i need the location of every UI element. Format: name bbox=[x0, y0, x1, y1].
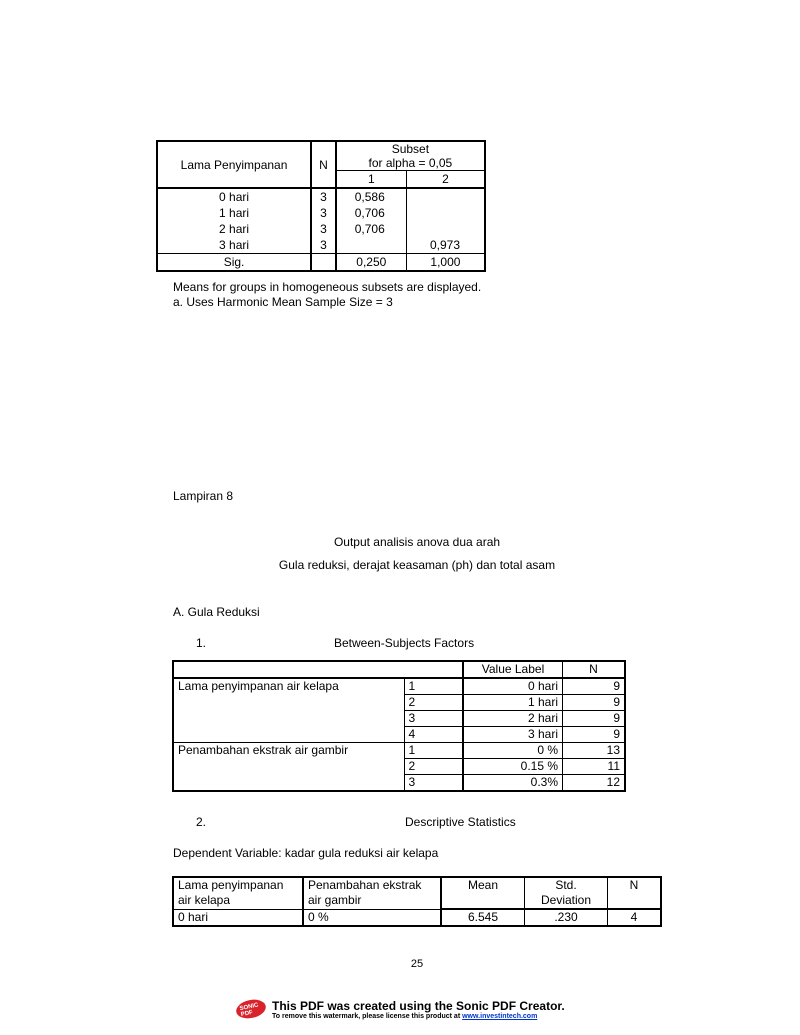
factor-name bbox=[173, 759, 404, 775]
header-col1: 1 bbox=[336, 171, 407, 189]
value-label: 1 hari bbox=[463, 695, 563, 711]
table-row bbox=[173, 909, 661, 926]
factor-name bbox=[173, 695, 404, 711]
logo-text: SONIC PDF bbox=[239, 1002, 260, 1019]
value-label: 3 hari bbox=[463, 727, 563, 743]
sig-n-empty bbox=[311, 254, 336, 272]
cell-penambahan: 0 % bbox=[303, 909, 441, 926]
cell-std: .230 bbox=[525, 909, 608, 926]
watermark-main: This PDF was created using the Sonic PDF Creator. bbox=[272, 999, 565, 1013]
value-label: 0.15 % bbox=[463, 759, 563, 775]
header-lama: Lama penyimpanan bbox=[173, 877, 303, 893]
header-factor: Lama Penyimpanan bbox=[157, 141, 311, 188]
value-label: 2 hari bbox=[463, 711, 563, 727]
header-penambahan-line2: air gambir bbox=[303, 893, 441, 909]
sig-subset2: 1,000 bbox=[406, 254, 485, 272]
row-n: 3 bbox=[311, 205, 336, 221]
value-label: 0 % bbox=[463, 743, 563, 759]
subset-note-1: Means for groups in homogeneous subsets are displayed. bbox=[173, 280, 482, 294]
cell-mean: 6.545 bbox=[441, 909, 525, 926]
factor-name: Penambahan ekstrak air gambir bbox=[173, 743, 404, 759]
header-mean-blank bbox=[441, 893, 525, 909]
table-row bbox=[173, 695, 625, 711]
header-n: N bbox=[311, 141, 336, 188]
factor-level: 4 bbox=[404, 727, 463, 743]
factor-level: 3 bbox=[404, 775, 463, 792]
factor-level: 1 bbox=[404, 678, 463, 695]
factor-name: Lama penyimpanan air kelapa bbox=[173, 678, 404, 695]
row-subset1: 0,586 bbox=[336, 188, 407, 205]
homogeneous-subsets-table bbox=[156, 140, 486, 272]
header-penambahan: Penambahan ekstrak bbox=[303, 877, 441, 893]
row-subset2 bbox=[406, 205, 485, 221]
factor-n: 12 bbox=[606, 775, 620, 789]
section-a-heading: A. Gula Reduksi bbox=[173, 605, 260, 619]
table-row bbox=[157, 237, 485, 254]
factor-name bbox=[173, 775, 404, 792]
cell-n: 4 bbox=[630, 910, 638, 924]
page-number: 25 bbox=[410, 958, 424, 970]
factor-n: 9 bbox=[563, 727, 626, 743]
factor-level: 1 bbox=[404, 743, 463, 759]
sonic-pdf-logo bbox=[234, 997, 267, 1021]
row-n: 3 bbox=[311, 237, 336, 254]
cell-lama: 0 hari bbox=[173, 909, 303, 926]
header-subset-line1: Subset bbox=[391, 142, 430, 156]
factor-n: 9 bbox=[563, 695, 626, 711]
table-row bbox=[173, 727, 625, 743]
table-row bbox=[157, 205, 485, 221]
row-subset2 bbox=[406, 188, 485, 205]
sig-label: Sig. bbox=[157, 254, 311, 272]
table-row bbox=[173, 743, 625, 759]
header-std: Std. bbox=[525, 877, 608, 893]
factor-n: 9 bbox=[563, 678, 626, 695]
header-blank-2 bbox=[404, 661, 463, 678]
item1-number: 1. bbox=[196, 636, 207, 650]
descriptive-statistics-table bbox=[172, 876, 662, 927]
factor-level: 2 bbox=[404, 759, 463, 775]
table-row bbox=[173, 759, 625, 775]
row-label: 2 hari bbox=[157, 221, 311, 237]
header-n: N bbox=[629, 878, 639, 892]
row-subset2 bbox=[406, 221, 485, 237]
table-row bbox=[173, 711, 625, 727]
sig-row bbox=[157, 254, 485, 272]
table-row bbox=[157, 188, 485, 205]
row-n: 3 bbox=[311, 221, 336, 237]
sig-subset1: 0,250 bbox=[336, 254, 407, 272]
dependent-variable-label: Dependent Variable: kadar gula reduksi air kelapa bbox=[173, 846, 439, 860]
watermark-sub-text: To remove this watermark, please license this product at bbox=[272, 1013, 461, 1020]
output-subtitle: Gula reduksi, derajat keasaman (ph) dan total asam bbox=[278, 558, 556, 572]
row-label: 0 hari bbox=[157, 188, 311, 205]
row-subset1: 0,706 bbox=[336, 221, 407, 237]
subset-note-2: a. Uses Harmonic Mean Sample Size = 3 bbox=[173, 295, 393, 309]
header-blank-1 bbox=[173, 661, 404, 678]
between-subjects-factors-table bbox=[172, 660, 626, 792]
table-row bbox=[173, 678, 625, 695]
lampiran-heading: Lampiran 8 bbox=[173, 489, 234, 503]
header-subset bbox=[336, 141, 485, 171]
factor-level: 3 bbox=[404, 711, 463, 727]
item1-title: Between-Subjects Factors bbox=[334, 636, 475, 650]
row-subset1 bbox=[336, 237, 407, 254]
factor-n: 11 bbox=[563, 759, 626, 775]
header-subset-line2: for alpha = 0,05 bbox=[368, 156, 453, 170]
factor-name bbox=[173, 727, 404, 743]
table-row bbox=[173, 775, 625, 792]
factor-name bbox=[173, 711, 404, 727]
table-row bbox=[157, 221, 485, 237]
header-std-line2: Deviation bbox=[525, 893, 608, 909]
row-subset2: 0,973 bbox=[429, 238, 460, 252]
row-subset1: 0,706 bbox=[336, 205, 407, 221]
header-value-label: Value Label bbox=[463, 661, 563, 678]
row-n: 3 bbox=[311, 188, 336, 205]
item2-number: 2. bbox=[196, 815, 207, 829]
header-col2: 2 bbox=[406, 171, 485, 189]
watermark-sub bbox=[272, 1013, 537, 1020]
header-n-blank bbox=[608, 893, 662, 909]
item2-title: Descriptive Statistics bbox=[405, 815, 516, 829]
factor-n: 9 bbox=[563, 711, 626, 727]
factor-n: 13 bbox=[563, 743, 626, 759]
value-label: 0 hari bbox=[463, 678, 563, 695]
header-mean: Mean bbox=[441, 877, 525, 893]
output-title: Output analisis anova dua arah bbox=[333, 535, 501, 549]
factor-level: 2 bbox=[404, 695, 463, 711]
watermark-link[interactable]: www.investintech.com bbox=[462, 1013, 538, 1020]
header-lama-line2: air kelapa bbox=[173, 893, 303, 909]
value-label: 0.3% bbox=[463, 775, 563, 792]
row-label: 1 hari bbox=[157, 205, 311, 221]
header-n: N bbox=[563, 661, 626, 678]
row-label: 3 hari bbox=[157, 237, 311, 254]
